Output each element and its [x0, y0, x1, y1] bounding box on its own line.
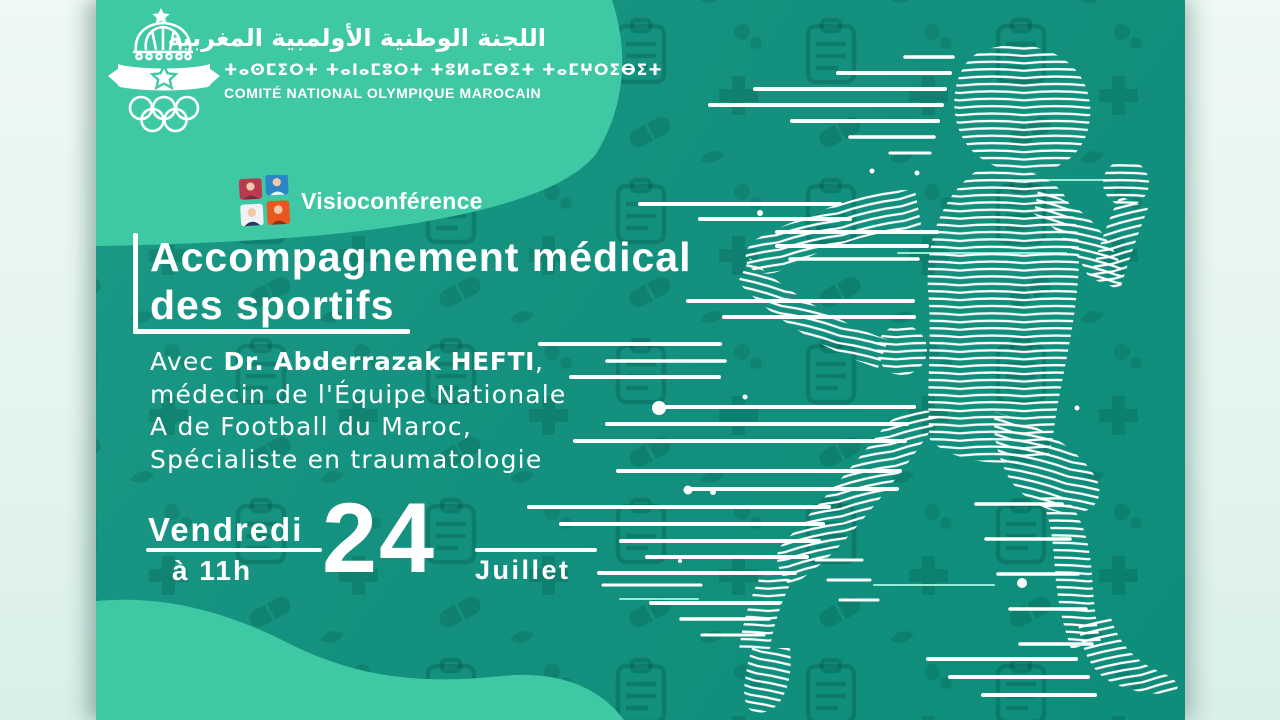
olympic-rings-icon	[130, 97, 198, 131]
event-title-line2: des sportifs	[150, 282, 395, 328]
organization-name-french: COMITÉ NATIONAL OLYMPIQUE MAROCAIN	[224, 85, 542, 101]
event-title	[150, 233, 810, 329]
title-bracket-vertical	[133, 233, 138, 334]
flag-banner-star-icon	[108, 64, 220, 91]
speaker-role-line2: A de Football du Maroc,	[150, 412, 473, 441]
video-conference-grid-icon	[238, 175, 291, 228]
schedule-time: à 11h	[172, 555, 253, 586]
visioconference-badge	[238, 175, 483, 228]
schedule-day: Vendredi	[148, 511, 304, 548]
visioconference-label: Visioconférence	[301, 188, 483, 214]
speaker-description	[150, 346, 710, 476]
speaker-name: Dr. Abderrazak HEFTI	[223, 347, 536, 376]
schedule-day-underline	[146, 548, 322, 552]
schedule-month: Juillet	[475, 555, 571, 585]
speaker-line1: Avec Dr. Abderrazak HEFTI,	[150, 347, 545, 376]
poster-card	[96, 0, 1185, 720]
title-bracket-horizontal	[133, 329, 410, 334]
organization-names	[167, 22, 663, 101]
speaker-role-line3: Spécialiste en traumatologie	[150, 444, 543, 474]
schedule-month-overline	[475, 548, 597, 552]
speaker-role-line1: médecin de l'Équipe Nationale	[150, 379, 567, 409]
poster-content	[96, 0, 1185, 720]
organization-name-arabic: اللجنة الوطنية الأولمبية المغربية	[167, 24, 546, 52]
schedule-day-number: 24	[322, 482, 437, 593]
organization-name-tifinagh: ⵜⴰⵙⵎⵉⵔⵜ ⵜⴰⵏⴰⵎⵓⵔⵜ ⵜⵓⵍⴰⵎⴱⵉⵜ ⵜⴰⵎⵖⵔⵉⴱⵉⵜ	[224, 61, 663, 79]
event-title-line1: Accompagnement médical	[150, 234, 692, 280]
